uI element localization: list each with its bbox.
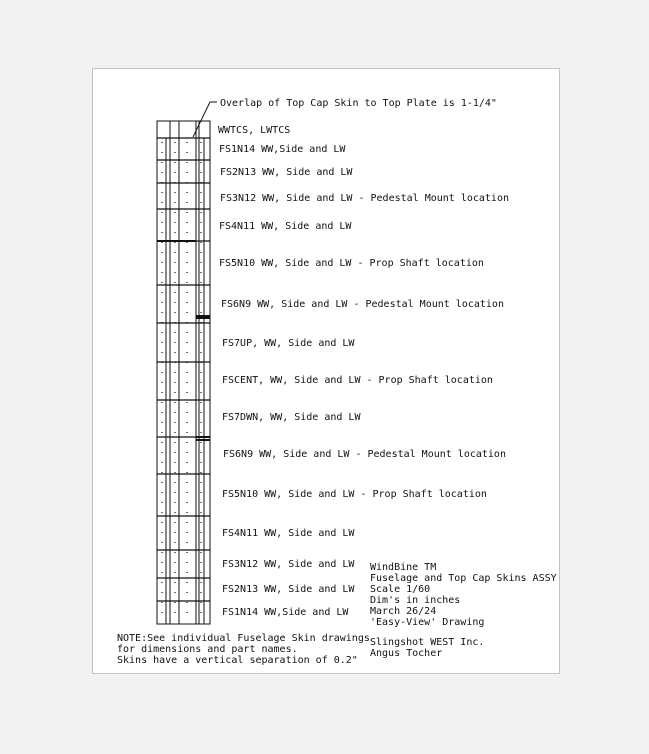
fuselage-column [157, 121, 210, 624]
title-line-2: Fuselage and Top Cap Skins ASSY [370, 573, 557, 584]
skin-label: FS2N13 WW, Side and LW [220, 167, 353, 178]
note-line-1: NOTE:See individual Fuselage Skin drawings [117, 633, 370, 644]
skin-label: FS1N14 WW,Side and LW [219, 144, 346, 155]
overlap-note: Overlap of Top Cap Skin to Top Plate is 1-1/4" [220, 98, 497, 109]
skin-label: FS6N9 WW, Side and LW - Pedestal Mount location [223, 449, 506, 460]
overlap-leader [193, 102, 217, 137]
skin-label: FS2N13 WW, Side and LW [222, 584, 355, 595]
skin-label: FS1N14 WW,Side and LW [222, 607, 349, 618]
top-cap-label: WWTCS, LWTCS [218, 125, 291, 136]
skin-label: FS3N12 WW, Side and LW [222, 559, 355, 570]
skin-label: FS7DWN, WW, Side and LW [222, 412, 361, 423]
note-line-3: Skins have a vertical separation of 0.2" [117, 655, 358, 666]
column-outline [157, 121, 210, 624]
skin-labels [219, 144, 509, 618]
skin-label: FS3N12 WW, Side and LW - Pedestal Mount location [220, 193, 509, 204]
skin-label: FSCENT, WW, Side and LW - Prop Shaft location [222, 375, 493, 386]
skin-label: FS6N9 WW, Side and LW - Pedestal Mount location [221, 299, 504, 310]
skin-label: FS4N11 WW, Side and LW [219, 221, 352, 232]
title-line-3: Scale 1/60 [370, 584, 431, 595]
skin-label: FS5N10 WW, Side and LW - Prop Shaft location [219, 258, 484, 269]
company-name: Slingshot WEST Inc. [370, 637, 485, 648]
author-name: Angus Tocher [370, 648, 443, 659]
title-line-1: WindBine TM [370, 562, 437, 573]
skin-label: FS4N11 WW, Side and LW [222, 528, 355, 539]
title-line-5: March 26/24 [370, 606, 437, 617]
title-line-6: 'Easy-View' Drawing [370, 617, 485, 628]
title-line-4: Dim's in inches [370, 595, 461, 606]
skin-label: FS7UP, WW, Side and LW [222, 338, 355, 349]
note-line-2: for dimensions and part names. [117, 644, 298, 655]
skin-label: FS5N10 WW, Side and LW - Prop Shaft location [222, 489, 487, 500]
